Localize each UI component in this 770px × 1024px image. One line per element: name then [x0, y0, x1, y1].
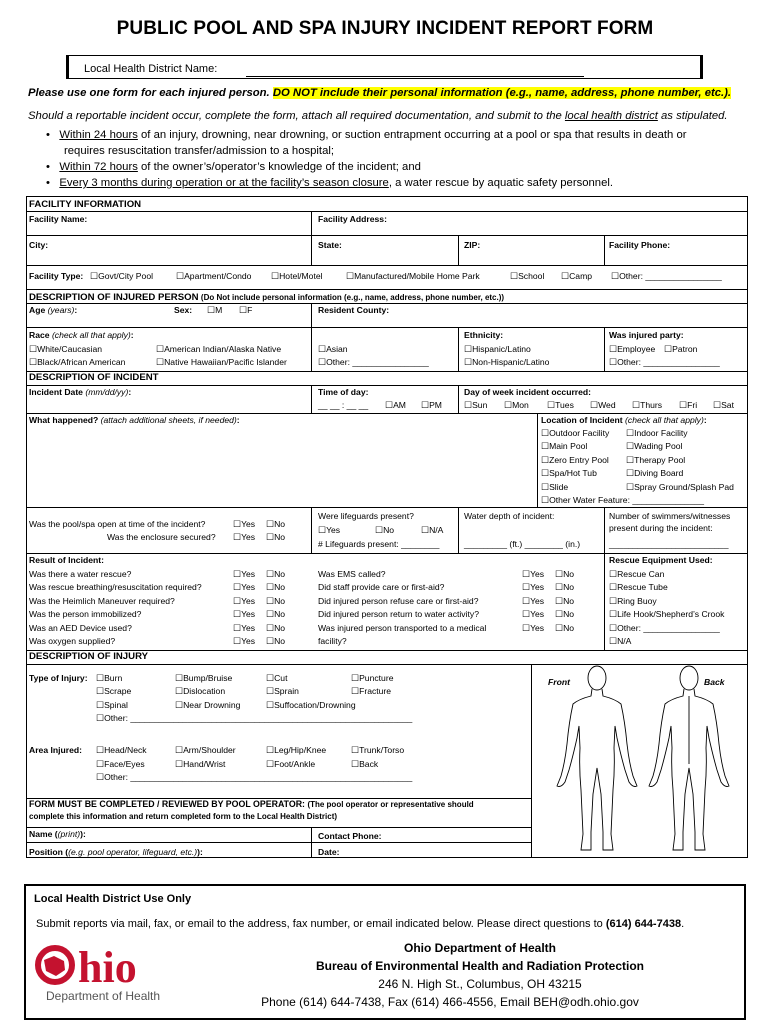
- day-of-week-label: Day of week incident occurred:: [464, 387, 592, 397]
- checkbox-school[interactable]: ☐ School: [510, 270, 544, 282]
- checkbox-no[interactable]: ☐ No: [555, 608, 574, 620]
- checkbox-suffocation[interactable]: ☐ Suffocation/Drowning: [266, 699, 356, 711]
- facility-phone-label[interactable]: Facility Phone:: [609, 240, 671, 250]
- checkbox-no[interactable]: ☐ No: [555, 622, 574, 634]
- instruction-text: Should a reportable incident occur, complete the form, attach all required documentation, and submit to the: [28, 110, 565, 122]
- bullet-underline: Every 3 months during operation or at the facility’s season closure: [59, 177, 389, 189]
- state-label[interactable]: State:: [318, 240, 342, 250]
- result-question: Was rescue breathing/resuscitation required?: [29, 582, 202, 592]
- checkbox-fracture[interactable]: ☐ Fracture: [351, 685, 391, 697]
- position-label[interactable]: Position ((e.g. pool operator, lifeguard, etc.)):: [29, 847, 203, 857]
- svg-text:hio: hio: [78, 943, 137, 992]
- checkbox-yes[interactable]: ☐ Yes: [233, 595, 255, 607]
- section-facility-info: FACILITY INFORMATION: [29, 199, 142, 210]
- checkbox-pool-open-no[interactable]: ☐ No: [266, 518, 285, 530]
- checkbox-facility-other[interactable]: ☐ Other: ________________: [611, 270, 722, 282]
- checkbox-face-eyes[interactable]: ☐ Face/Eyes: [96, 758, 145, 770]
- checkbox-no[interactable]: ☐ No: [266, 568, 285, 580]
- checkbox-race-american-indian[interactable]: ☐ American Indian/Alaska Native: [156, 343, 281, 355]
- result-of-incident-label: Result of Incident:: [29, 555, 104, 565]
- checkbox-yes[interactable]: ☐ Yes: [233, 581, 255, 593]
- checkbox-foot-ankle[interactable]: ☐ Foot/Ankle: [266, 758, 315, 770]
- time-of-day-label: Time of day:: [318, 387, 369, 397]
- back-label: Back: [704, 677, 725, 687]
- pool-open-question: Was the pool/spa open at time of the incident?: [29, 519, 206, 529]
- zip-label[interactable]: ZIP:: [464, 240, 481, 250]
- checkbox-puncture[interactable]: ☐ Puncture: [351, 672, 393, 684]
- bullet-text: of the owner’s/operator’s knowledge of the incident; and: [137, 161, 421, 173]
- checkbox-scrape[interactable]: ☐ Scrape: [96, 685, 131, 697]
- result-question: facility?: [318, 636, 347, 646]
- checkbox-leg-hip-knee[interactable]: ☐ Leg/Hip/Knee: [266, 744, 326, 756]
- checkbox-spa[interactable]: ☐ Spa/Hot Tub: [541, 467, 597, 479]
- checkbox-equipment-other[interactable]: ☐ Other: ________________: [609, 622, 720, 634]
- lhd-name-label: Local Health District Name:: [84, 63, 218, 75]
- bullet-text: , a water rescue by aquatic safety personnel.: [388, 177, 614, 189]
- checkbox-yes[interactable]: ☐ Yes: [233, 568, 255, 580]
- bullet-text: of an injury, drowning, near drowning, or suction entrapment occurring at a pool or spa that results in death or: [137, 129, 687, 141]
- checkbox-non-hispanic[interactable]: ☐ Non-Hispanic/Latino: [464, 356, 549, 368]
- resident-county-label[interactable]: Resident County:: [318, 305, 390, 315]
- front-label: Front: [548, 677, 570, 687]
- checkbox-area-other[interactable]: ☐ Other: ___________________________________________________________: [96, 771, 412, 783]
- checkbox-lifeguards-na[interactable]: ☐ N/A: [421, 524, 443, 536]
- result-question: Was the person immobilized?: [29, 609, 142, 619]
- checkbox-employee[interactable]: ☐ Employee: [609, 343, 655, 355]
- ohio-logo: [34, 938, 204, 1004]
- result-question: Was injured person transported to a medical: [318, 623, 487, 633]
- checkbox-outdoor[interactable]: ☐ Outdoor Facility: [541, 427, 609, 439]
- checkbox-injury-other[interactable]: ☐ Other: ___________________________________________________________: [96, 712, 412, 724]
- time-blank[interactable]: __ __ : __ __: [318, 400, 369, 410]
- checkbox-back[interactable]: ☐ Back: [351, 758, 378, 770]
- checkbox-burn[interactable]: ☐ Burn: [96, 672, 122, 684]
- checkbox-govt-city-pool[interactable]: ☐ Govt/City Pool: [90, 270, 153, 282]
- checkbox-slide[interactable]: ☐ Slide: [541, 481, 568, 493]
- instruction-highlight: DO NOT include their personal information (e.g., name, address, phone number, etc.).: [272, 87, 732, 99]
- checkbox-sun[interactable]: ☐ Sun: [464, 399, 487, 411]
- checkbox-pool-open-yes[interactable]: ☐ Yes: [233, 518, 255, 530]
- checkbox-am[interactable]: ☐ AM: [385, 399, 406, 411]
- instruction-one-form: [28, 87, 731, 99]
- operator-section-header: FORM MUST BE COMPLETED / REVIEWED BY POOL OPERATOR: (The pool operator or representative should: [29, 799, 474, 809]
- what-happened-label[interactable]: What happened? (attach additional sheets, if needed):: [29, 415, 240, 425]
- checkbox-wading-pool[interactable]: ☐ Wading Pool: [626, 440, 683, 452]
- checkbox-other-water-feature[interactable]: ☐ Other Water Feature: _______________: [541, 494, 704, 506]
- checkbox-yes[interactable]: ☐ Yes: [522, 595, 544, 607]
- checkbox-hotel-motel[interactable]: ☐ Hotel/Motel: [271, 270, 323, 282]
- checkbox-yes[interactable]: ☐ Yes: [522, 608, 544, 620]
- odh-name: Ohio Department of Health: [403, 941, 556, 955]
- checkbox-mon[interactable]: ☐ Mon: [504, 399, 529, 411]
- checkbox-pm[interactable]: ☐ PM: [421, 399, 442, 411]
- operator-name-label[interactable]: Name ((print)):: [29, 829, 86, 839]
- enclosure-question: Was the enclosure secured?: [107, 532, 216, 542]
- area-injured-label: Area Injured:: [29, 745, 83, 755]
- checkbox-race-asian[interactable]: ☐ Asian: [318, 343, 348, 355]
- city-label[interactable]: City:: [29, 240, 49, 250]
- checkbox-race-hawaiian[interactable]: ☐ Native Hawaiian/Pacific Islander: [156, 356, 287, 368]
- checkbox-no[interactable]: ☐ No: [266, 622, 285, 634]
- lifeguards-question: Were lifeguards present?: [318, 511, 414, 521]
- checkbox-zero-entry[interactable]: ☐ Zero Entry Pool: [541, 454, 609, 466]
- bullet-3months: • Every 3 months during operation or at the facility’s season closure, a water rescue by aquatic safety personnel.: [46, 177, 614, 189]
- checkbox-no[interactable]: ☐ No: [266, 608, 285, 620]
- checkbox-rescue-tube[interactable]: ☐ Rescue Tube: [609, 581, 668, 593]
- odh-address: 246 N. High St., Columbus, OH 43215: [378, 977, 582, 991]
- checkbox-spray-ground[interactable]: ☐ Spray Ground/Splash Pad: [626, 481, 734, 493]
- facility-address-label[interactable]: Facility Address:: [318, 214, 387, 224]
- checkbox-sex-f[interactable]: ☐ F: [239, 304, 252, 316]
- bullet-24h-cont: [64, 145, 334, 157]
- result-question: Was an AED Device used?: [29, 623, 132, 633]
- result-question: Did injured person return to water activity?: [318, 609, 479, 619]
- checkbox-dislocation[interactable]: ☐ Dislocation: [175, 685, 225, 697]
- checkbox-yes[interactable]: ☐ Yes: [522, 622, 544, 634]
- checkbox-no[interactable]: ☐ No: [555, 595, 574, 607]
- checkbox-yes[interactable]: ☐ Yes: [522, 568, 544, 580]
- checkbox-indoor[interactable]: ☐ Indoor Facility: [626, 427, 688, 439]
- section-injured-person: DESCRIPTION OF INJURED PERSON (Do Not include personal information (e.g., name, address, phone number, etc.)): [29, 292, 505, 303]
- submit-instructions: Submit reports via mail, fax, or email to the address, fax number, or email indicated below. Please direct questions to (614) 644-7438.: [36, 918, 685, 930]
- location-label: Location of Incident (check all that apply):: [541, 415, 707, 425]
- swimmers-count-label: Number of swimmers/witnesses present during the incident:: [609, 511, 731, 533]
- section-description-of-incident: DESCRIPTION OF INCIDENT: [29, 372, 159, 383]
- checkbox-yes[interactable]: ☐ Yes: [233, 622, 255, 634]
- svg-text:Department of Health: Department of Health: [46, 989, 161, 1003]
- instruction-submit: [28, 110, 728, 122]
- lifeguards-count-field[interactable]: # Lifeguards present: ________: [318, 539, 440, 549]
- checkbox-hispanic[interactable]: ☐ Hispanic/Latino: [464, 343, 531, 355]
- result-question: Did staff provide care or first-aid?: [318, 582, 445, 592]
- checkbox-patron[interactable]: ☐ Patron: [664, 343, 697, 355]
- checkbox-spinal[interactable]: ☐ Spinal: [96, 699, 128, 711]
- use-only-label: Local Health District Use Only: [34, 893, 192, 905]
- checkbox-enclosure-yes[interactable]: ☐ Yes: [233, 531, 255, 543]
- race-label: Race (check all that apply):: [29, 330, 134, 340]
- ethnicity-label: Ethnicity:: [464, 330, 504, 340]
- odh-contact: Phone (614) 644-7438, Fax (614) 466-4556, Email BEH@odh.ohio.gov: [261, 995, 639, 1009]
- instruction-text: as stipulated.: [657, 110, 728, 122]
- checkbox-wed[interactable]: ☐ Wed: [590, 399, 616, 411]
- checkbox-thurs[interactable]: ☐ Thurs: [632, 399, 662, 411]
- result-question: Was there a water rescue?: [29, 569, 132, 579]
- water-depth-field[interactable]: _________ (ft.) ________ (in.): [464, 539, 581, 549]
- bullet-72h: • Within 72 hours of the owner’s/operator’s knowledge of the incident; and: [46, 161, 421, 173]
- instruction-text: Please use one form for each injured person.: [28, 87, 273, 99]
- instruction-underline: local health district: [564, 110, 658, 122]
- checkbox-fri[interactable]: ☐ Fri: [679, 399, 697, 411]
- checkbox-tues[interactable]: ☐ Tues: [547, 399, 574, 411]
- checkbox-sat[interactable]: ☐ Sat: [713, 399, 734, 411]
- incident-date-label[interactable]: Incident Date (mm/dd/yy):: [29, 387, 132, 397]
- checkbox-mobile-home-park[interactable]: ☐ Manufactured/Mobile Home Park: [346, 270, 480, 282]
- checkbox-yes[interactable]: ☐ Yes: [233, 608, 255, 620]
- facility-name-label[interactable]: Facility Name:: [29, 214, 88, 224]
- bullet-24h: • Within 24 hours of an injury, drowning, near drowning, or suction entrapment occurring at a pool or spa that results in death or: [46, 129, 687, 141]
- operator-section-note: complete this information and return completed form to the Local Health District): [29, 812, 338, 821]
- checkbox-cut[interactable]: ☐ Cut: [266, 672, 287, 684]
- result-question: Was oxygen supplied?: [29, 636, 116, 646]
- bureau-name: Bureau of Environmental Health and Radiation Protection: [315, 959, 645, 973]
- checkbox-arm-shoulder[interactable]: ☐ Arm/Shoulder: [175, 744, 236, 756]
- checkbox-hand-wrist[interactable]: ☐ Hand/Wrist: [175, 758, 225, 770]
- checkbox-bump-bruise[interactable]: ☐ Bump/Bruise: [175, 672, 232, 684]
- checkbox-therapy-pool[interactable]: ☐ Therapy Pool: [626, 454, 685, 466]
- swimmers-count-field[interactable]: _________________________: [609, 539, 729, 549]
- checkbox-equipment-na[interactable]: ☐ N/A: [609, 635, 631, 647]
- checkbox-sex-m[interactable]: ☐ M: [207, 304, 222, 316]
- section-description-of-injury: DESCRIPTION OF INJURY: [29, 651, 149, 662]
- bullet-text: requires resuscitation transfer/admission to a hospital;: [64, 145, 335, 157]
- age-label[interactable]: Age (years):: [29, 305, 78, 315]
- type-of-injury-label: Type of Injury:: [29, 673, 88, 683]
- checkbox-near-drowning[interactable]: ☐ Near Drowning: [175, 699, 240, 711]
- checkbox-diving-board[interactable]: ☐ Diving Board: [626, 467, 683, 479]
- body-diagram-icon[interactable]: [535, 664, 745, 858]
- operator-date-label[interactable]: Date:: [318, 847, 340, 857]
- checkbox-yes[interactable]: ☐ Yes: [233, 635, 255, 647]
- facility-type-label: Facility Type:: [29, 271, 84, 281]
- checkbox-no[interactable]: ☐ No: [555, 568, 574, 580]
- bullet-underline: Within 24 hours: [59, 129, 138, 141]
- water-depth-label: Water depth of incident:: [464, 511, 555, 521]
- checkbox-no[interactable]: ☐ No: [266, 595, 285, 607]
- checkbox-no[interactable]: ☐ No: [266, 635, 285, 647]
- sex-label: Sex:: [174, 305, 193, 315]
- bullet-underline: Within 72 hours: [59, 161, 138, 173]
- checkbox-trunk-torso[interactable]: ☐ Trunk/Torso: [351, 744, 404, 756]
- checkbox-race-other[interactable]: ☐ Other: ________________: [318, 356, 429, 368]
- checkbox-race-white[interactable]: ☐ White/Caucasian: [29, 343, 102, 355]
- checkbox-no[interactable]: ☐ No: [555, 581, 574, 593]
- checkbox-lifeguards-yes[interactable]: ☐ Yes: [318, 524, 340, 536]
- rescue-equipment-label: Rescue Equipment Used:: [609, 555, 713, 565]
- checkbox-enclosure-no[interactable]: ☐ No: [266, 531, 285, 543]
- ohio-state-icon: [34, 938, 204, 1004]
- checkbox-yes[interactable]: ☐ Yes: [522, 581, 544, 593]
- checkbox-apartment-condo[interactable]: ☐ Apartment/Condo: [176, 270, 251, 282]
- checkbox-sprain[interactable]: ☐ Sprain: [266, 685, 299, 697]
- checkbox-head-neck[interactable]: ☐ Head/Neck: [96, 744, 147, 756]
- result-question: Did injured person refuse care or first-aid?: [318, 596, 479, 606]
- checkbox-no[interactable]: ☐ No: [266, 581, 285, 593]
- checkbox-main-pool[interactable]: ☐ Main Pool: [541, 440, 587, 452]
- checkbox-life-hook[interactable]: ☐ Life Hook/Shepherd’s Crook: [609, 608, 724, 620]
- lhd-name-field[interactable]: [246, 76, 584, 77]
- result-question: Was EMS called?: [318, 569, 386, 579]
- result-question: Was the Heimlich Maneuver required?: [29, 596, 175, 606]
- checkbox-rescue-can[interactable]: ☐ Rescue Can: [609, 568, 664, 580]
- injured-party-label: Was injured party:: [609, 330, 684, 340]
- checkbox-ring-buoy[interactable]: ☐ Ring Buoy: [609, 595, 657, 607]
- contact-phone-label[interactable]: Contact Phone:: [318, 831, 382, 841]
- form-title: PUBLIC POOL AND SPA INJURY INCIDENT REPORT FORM: [116, 18, 654, 39]
- checkbox-race-black[interactable]: ☐ Black/African American: [29, 356, 125, 368]
- checkbox-lifeguards-no[interactable]: ☐ No: [375, 524, 394, 536]
- checkbox-camp[interactable]: ☐ Camp: [561, 270, 592, 282]
- checkbox-party-other[interactable]: ☐ Other: ________________: [609, 356, 720, 368]
